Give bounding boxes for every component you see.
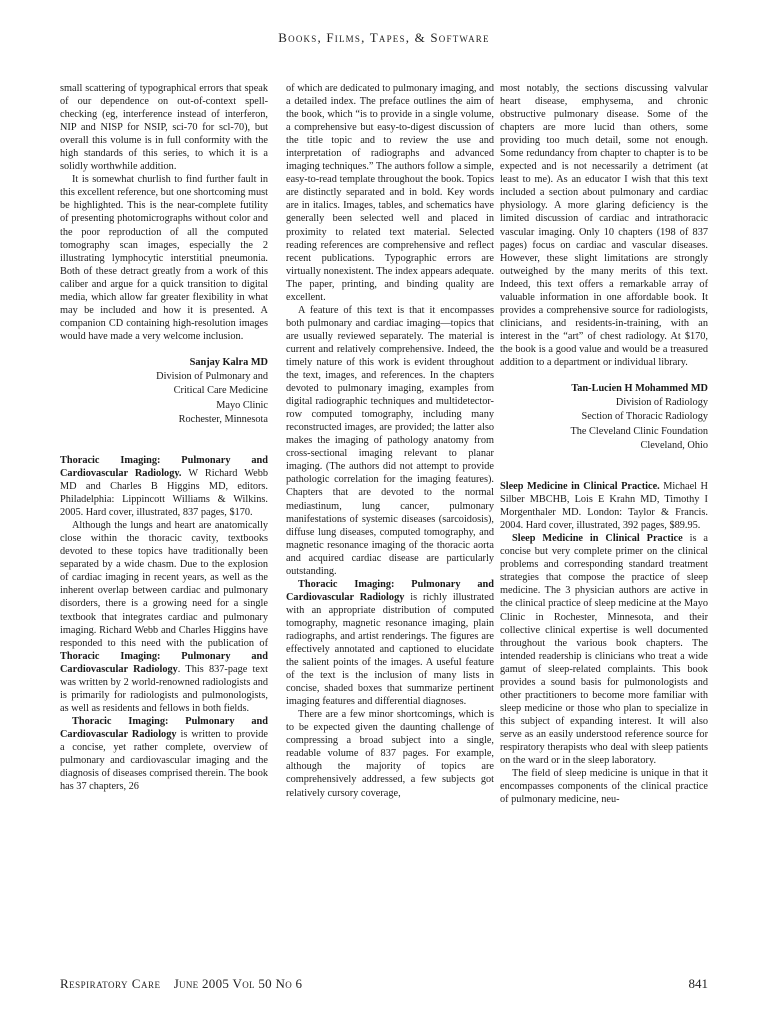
paragraph	[286, 578, 494, 708]
paragraph	[500, 532, 708, 767]
review-title: Sleep Medicine in Clinical Practice.	[500, 481, 660, 493]
paragraph-text: is written to provide a concise, yet rather complete, overview of pulmonary and cardiovascular imaging and the diagnosis of diseases comprised therein. The book has 37 chapters, 26	[60, 728, 268, 793]
book-title-reference: Sleep Medicine in Clinical Practice	[512, 533, 683, 545]
book-title-reference: Thoracic Imaging: Pulmonary and Cardiovascular Radiology	[60, 715, 268, 740]
review-bibliographic-info: W Richard Webb MD and Charles B Higgins MD, editors. Philadelphia: Lippincott Williams & Wilkins. 2005. Hard cover, illustrated, 837 pages, $170.	[60, 468, 269, 519]
reviewer-name: Sanjay Kalra MD	[189, 356, 268, 368]
reviewer-affiliation: Division of Radiology	[615, 397, 708, 409]
paragraph: A feature of this text is that it encompasses both pulmonary and cardiac imaging—topics that are usually reviewed separately. The material is current and relatively comprehensive. Indeed, the timely nature of this work is evident throughout the text, images, and references. In the chapters devoted to pulmonary imaging, examples from digital radiographic techniques and multidetector-row computed tomography, including many reconstructed images, are provided; the latter also makes the imaging of pathology anatomy from cross-sectional imaging relevant to planar imaging. (The authors did not attempt to provide pathologic correlation for the imaging features). Chapters that are devoted to the normal mediastinum, lung cancer, pulmonary manifestations of systemic diseases (sarcoidosis), diffuse lung diseases, computed tomography, and magnetic resonance imaging of the thoracic aorta and acquired cardiac disease are particularly outstanding.	[286, 304, 494, 577]
journal-name: Respiratory Care	[60, 976, 161, 991]
review-citation	[60, 454, 268, 519]
review-citation	[500, 480, 708, 532]
reviewer-location: Rochester, Minnesota	[178, 413, 268, 425]
paragraph: of which are dedicated to pulmonary imaging, and a detailed index. The preface outlines the aim of the book, which “is to provide in a single volume, a comprehensive but easy-to-digest discussion of the title topic and to review the use and interpretation of radiographs and advanced imaging techniques.” The authors follow a simple, easy-to-read template throughout the book. Topics are distinctly separated and in bold. Key words are in italics. Images, tables, and schematics have generally been selected well and placed in proximity to related text material. Selected reading references are comprehensive and reflect recent publications. Typographic errors are virtually nonexistent. The index appears adequate. The paper, printing, and binding quality are excellent.	[286, 83, 494, 303]
paragraph: small scattering of typographical errors that speak of our dependence on out-of-context spell-checking (eg, interference instead of interferon, NIP and NISP for NSIP, sci-70 for scl-70), but overall this volume is in full conformity with the high standards of this series, to which it is a solidly worthwhile addition.	[60, 83, 268, 173]
reviewer-affiliation: Mayo Clinic	[216, 399, 268, 411]
reviewer-location: Cleveland, Ohio	[640, 439, 708, 451]
reviewer-name: Tan-Lucien H Mohammed MD	[571, 383, 708, 395]
reviewer-affiliation: The Cleveland Clinic Foundation	[570, 425, 708, 437]
reviewer-signature	[500, 382, 708, 453]
review-bibliographic-info: Michael H Silber MBCHB, Lois E Krahn MD, Timothy I Morgenthaler MD. London: Taylor & Francis. 2004. Hard cover, illustrated, 392 pages, $89.95.	[500, 481, 708, 532]
text-column-2	[286, 82, 494, 800]
paragraph: most notably, the sections discussing valvular heart disease, emphysema, and chronic obstructive pulmonary disease. Some of the chapters are more lucid than others, some providing too much detail, some not enough. Some redundancy from chapter to chapter is to be expected and is not necessarily a detriment (at least to me). As an educator I wish that this text included a section about pulmonary and cardiac physiology. A more glaring deficiency is the limited discussion of cardiac and intrathoracic vascular imaging. Only 10 chapters (198 of 837 pages) focus on cardiac and vascular diseases. However, these slight limitations are strongly outweighed by the many merits of this text. Indeed, this text offers a remarkable array of valuable information in one affordable book. It provides a comprehensive source for radiologists, clinicians, and residents-in-training, with an interest in the “art” of chest radiology. At $170, the book is a good value and would be a treasured addition to a department or individual library.	[500, 83, 708, 368]
paragraph: The field of sleep medicine is unique in that it encompasses components of the clinical practice of pulmonary medicine, neu-	[500, 768, 708, 806]
paragraph: There are a few minor shortcomings, which is to be expected given the daunting challenge of compressing a broad subject into a single, readable volume of 837 pages. For example, although the majority of topics are comprehensively addressed, a few subjects got relatively cursory coverage,	[286, 709, 494, 799]
paragraph-text: is richly illustrated with an appropriate distribution of computed tomography, magnetic resonance imaging, plain radiographs, and artist renderings. The figures are effectively annotated and captioned to elucidate the salient points of the images. A useful feature of the text is the inclusion of many lists in concise, shaded boxes that summarize pertinent imaging features and differential diagnoses.	[286, 591, 494, 708]
running-head: Books, Films, Tapes, & Software	[278, 30, 490, 45]
book-title-reference: Thoracic Imaging: Pulmonary and Cardiovascular Radiology	[286, 578, 494, 603]
paragraph	[60, 519, 268, 715]
reviewer-signature	[60, 356, 268, 427]
paragraph-text: Although the lungs and heart are anatomically close within the thoracic cavity, textbooks devoted to these topics have traditionally been separated by a wide chasm. Due to the explosion of cardiac imaging in recent years, as well as the inherent overlap between cardiac and pulmonary disorders, there is a growing need for a single textbook that integrates cardiac and pulmonary imaging. Richard Webb and Charles Higgins have responded to this need with the publication of	[60, 520, 268, 649]
paragraph-text: . This 837-page text was written by 2 world-renowned radiologists and is primarily for radiologists and pulmonologists, as well as residents and fellows in both fields.	[60, 663, 269, 714]
text-column-3	[500, 82, 708, 806]
reviewer-affiliation: Division of Pulmonary and	[156, 371, 268, 383]
page-number: 841	[688, 976, 708, 991]
book-title-reference: Thoracic Imaging: Pulmonary and Cardiovascular Radiology	[60, 650, 268, 675]
paragraph-text: is a concise but very complete primer on the clinical problems and corresponding standard treatment strategies that compose the practice of sleep medicine. The 3 physician authors are active in the clinical practice of sleep medicine at the Mayo Clinic in Rochester, Minnesota, and their collective clinical expertise is well documented throughout the various book chapters. The intended readership is clinicians who treat a wide gamut of sleep-related complaints. This book provides a sound basis for pulmonologists and other practitioners to become more familiar with sleep medicine or those who plan to specialize in this subject of expanding interest. It will also serve as an easily understood reference source for respiratory therapists who deal with sleep patients on the ward or in the sleep laboratory.	[500, 533, 708, 767]
page-footer	[60, 976, 708, 992]
paragraph: It is somewhat churlish to find further fault in this excellent reference, but one shortcoming must be highlighted. This is the near-complete futility of presenting photomicrographs without color and the poor reproduction of all the computed tomography scan images, especially the 2 illustrating lymphocytic interstitial pneumonia. Both of these detract greatly from a work of this caliber and argue for a quick transition to digital media, which allow far greater flexibility in what may be included and how it is presented. A companion CD containing high-resolution images would have made a very welcome inclusion.	[60, 174, 268, 342]
reviewer-affiliation: Section of Thoracic Radiology	[581, 411, 708, 423]
reviewer-affiliation: Critical Care Medicine	[173, 385, 268, 397]
paragraph	[60, 715, 268, 793]
issue-date: June 2005 Vol 50 No 6	[173, 976, 303, 991]
review-title: Thoracic Imaging: Pulmonary and Cardiovascular Radiology.	[60, 454, 268, 479]
text-column-1	[60, 82, 268, 793]
